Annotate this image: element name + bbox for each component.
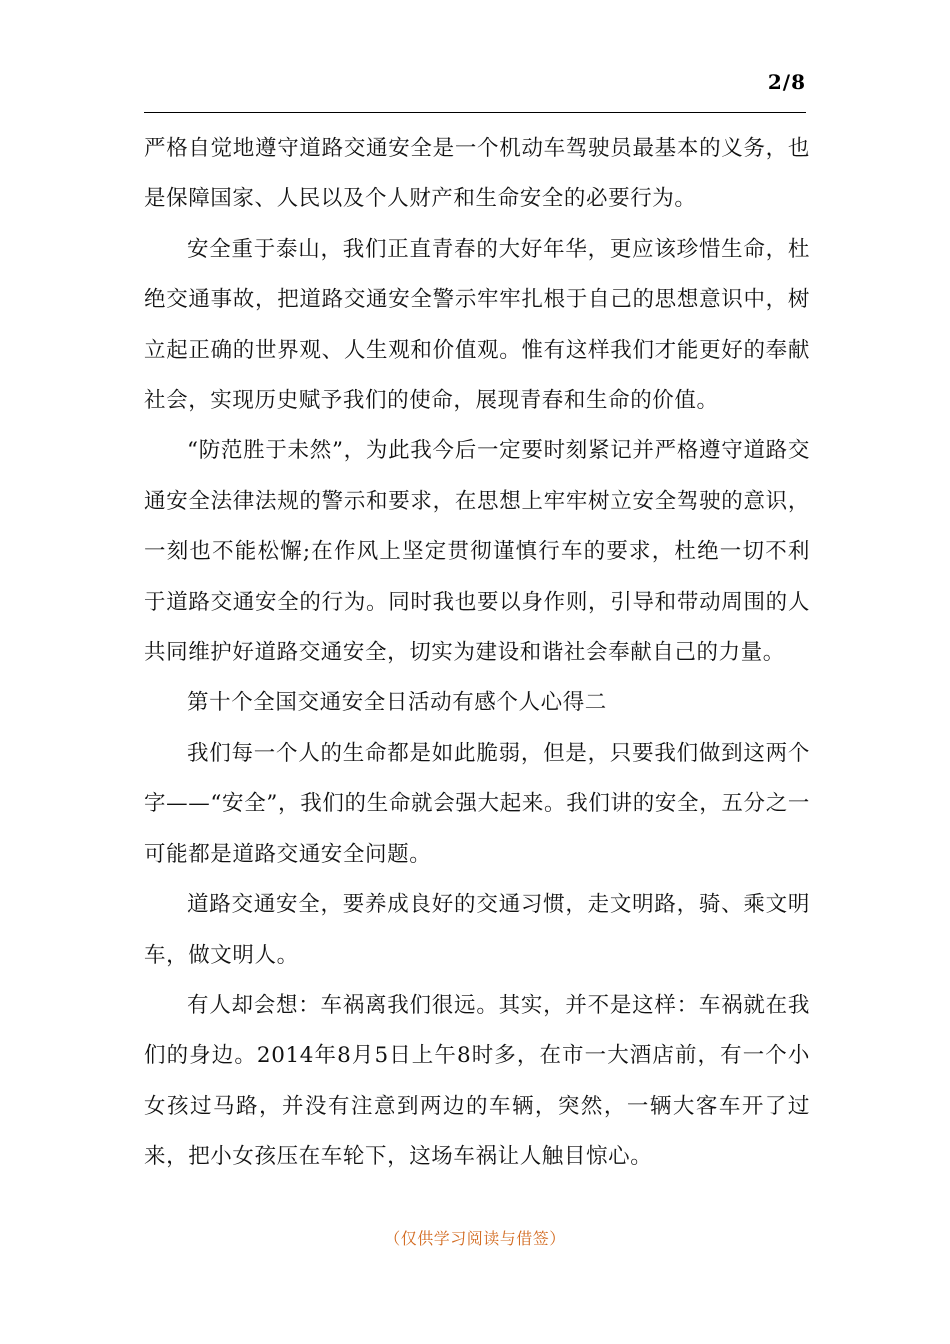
section-heading: 第十个全国交通安全日活动有感个人心得二: [187, 690, 607, 716]
paragraph: 道路交通安全，要养成良好的交通习惯，走文明路，骑、乘文明车，做文明人。: [144, 892, 810, 968]
paragraph: “防范胜于未然”，为此我今后一定要时刻紧记并严格遵守道路交通安全法律法规的警示和要求，在思想上牢牢树立安全驾驶的意识，一刻也不能松懈;在作风上坚定贯彻谨慎行车的要求，杜绝一切不利于道路交通安全的行为。同时我也要以身作则，引导和带动周围的人共同维护好道路交通安全，切实为建设和谐社会奉献自己的力量。: [144, 438, 810, 666]
footer-note: （仅供学习阅读与借签）: [384, 1229, 566, 1248]
header-divider: [144, 112, 806, 113]
paragraph: 有人却会想：车祸离我们很远。其实，并不是这样：车祸就在我们的身边。2014年8月5日上午8时多，在市一大酒店前，有一个小女孩过马路，并没有注意到两边的车辆，突然，一辆大客车开了过来，把小女孩压在车轮下，这场车祸让人触目惊心。: [144, 992, 810, 1170]
document-body: [144, 124, 810, 1183]
page-number: 2/8: [767, 70, 806, 94]
paragraph-continuation: 严格自觉地遵守道路交通安全是一个机动车驾驶员最基本的义务，也是保障国家、人民以及个人财产和生命安全的必要行为。: [144, 136, 810, 212]
paragraph: 安全重于泰山，我们正直青春的大好年华，更应该珍惜生命，杜绝交通事故，把道路交通安全警示牢牢扎根于自己的思想意识中，树立起正确的世界观、人生观和价值观。惟有这样我们才能更好的奉献社会，实现历史赋予我们的使命，展现青春和生命的价值。: [144, 236, 810, 414]
paragraph: 我们每一个人的生命都是如此脆弱，但是，只要我们做到这两个字——“安全”，我们的生命就会强大起来。我们讲的安全，五分之一可能都是道路交通安全问题。: [144, 740, 810, 867]
